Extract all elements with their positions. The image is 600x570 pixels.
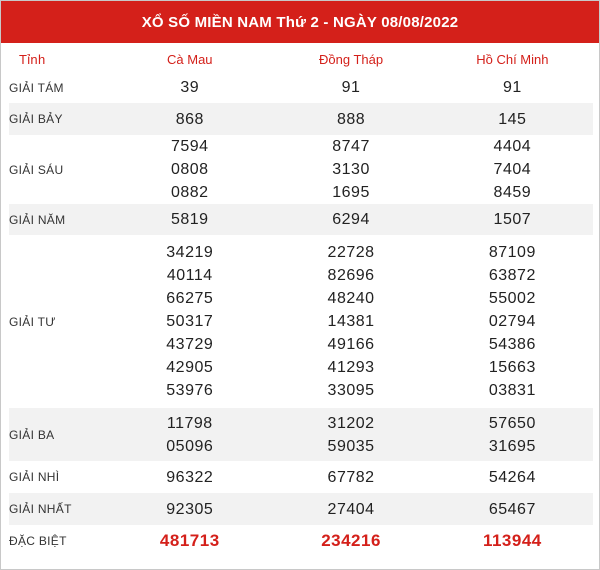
prize-number: 14381 bbox=[327, 313, 375, 330]
header-row bbox=[9, 46, 593, 72]
prize-cell bbox=[432, 525, 593, 556]
prize-number: 05096 bbox=[166, 437, 214, 455]
prize-number: 63872 bbox=[488, 267, 536, 284]
prize-cell bbox=[270, 461, 431, 493]
prize-number: 27404 bbox=[327, 500, 375, 518]
prize-row-special bbox=[9, 525, 593, 556]
prize-cell bbox=[270, 525, 431, 556]
prize-number: 49166 bbox=[327, 336, 375, 353]
prize-number: 22728 bbox=[327, 244, 375, 261]
prize-number: 1507 bbox=[493, 211, 532, 228]
prize-label: GIẢI NĂM bbox=[9, 204, 109, 235]
prize-number: 82696 bbox=[327, 267, 375, 284]
prize-row bbox=[9, 235, 593, 408]
prize-label: GIẢI TƯ bbox=[9, 314, 56, 329]
prize-row bbox=[9, 461, 593, 493]
prize-number: 91 bbox=[502, 79, 522, 96]
prize-number: 145 bbox=[498, 110, 527, 128]
prize-number: 7404 bbox=[493, 161, 532, 178]
province-name[interactable]: Hồ Chí Minh bbox=[476, 51, 549, 67]
prize-number: 4404 bbox=[493, 138, 532, 155]
prize-label: GIẢI BẢY bbox=[9, 103, 109, 135]
prize-number: 3130 bbox=[332, 161, 370, 178]
prize-cell bbox=[432, 493, 593, 525]
prize-cell bbox=[270, 204, 431, 235]
prize-row bbox=[9, 103, 593, 135]
prize-label: GIẢI SÁU bbox=[9, 162, 64, 177]
prize-cell bbox=[432, 103, 593, 135]
special-prize-number: 481713 bbox=[159, 531, 220, 550]
prize-label: GIẢI NHẤT bbox=[9, 493, 109, 525]
prize-cell bbox=[270, 103, 431, 135]
prize-cell bbox=[270, 235, 431, 408]
prize-number: 31202 bbox=[327, 414, 375, 432]
results-table bbox=[9, 46, 593, 556]
prize-number: 66275 bbox=[166, 290, 214, 307]
prize-number: 67782 bbox=[327, 468, 375, 486]
prize-number: 1695 bbox=[332, 184, 370, 201]
prize-number: 57650 bbox=[488, 414, 536, 432]
prize-number: 5819 bbox=[170, 211, 209, 228]
results-title: XỔ SỐ MIỀN NAM Thứ 2 - NGÀY 08/08/2022 bbox=[1, 1, 599, 43]
prize-number: 87109 bbox=[488, 244, 536, 261]
prize-number: 02794 bbox=[488, 313, 536, 330]
prize-cell bbox=[432, 408, 593, 461]
prize-row bbox=[9, 408, 593, 461]
prize-number: 11798 bbox=[166, 414, 213, 432]
special-prize-number: 234216 bbox=[321, 531, 381, 550]
prize-number: 65467 bbox=[488, 500, 536, 518]
prize-number: 50317 bbox=[166, 313, 214, 330]
prize-cell bbox=[432, 204, 593, 235]
prize-number: 8459 bbox=[493, 184, 532, 201]
special-prize-number: 113944 bbox=[482, 531, 542, 550]
province-column-header: Tỉnh bbox=[19, 51, 46, 67]
prize-number: 59035 bbox=[327, 437, 375, 455]
prize-row bbox=[9, 72, 593, 103]
prize-number: 33095 bbox=[327, 382, 375, 399]
prize-cell bbox=[270, 72, 431, 103]
prize-label: GIẢI TÁM bbox=[9, 80, 64, 95]
prize-cell bbox=[109, 408, 270, 461]
prize-row bbox=[9, 493, 593, 525]
prize-label: GIẢI NHÌ bbox=[9, 470, 60, 484]
prize-number: 40114 bbox=[166, 267, 213, 284]
prize-number: 55002 bbox=[488, 290, 536, 307]
prize-number: 96322 bbox=[166, 468, 214, 486]
prize-number: 39 bbox=[180, 79, 200, 96]
prize-number: 41293 bbox=[327, 359, 375, 376]
prize-number: 0808 bbox=[170, 161, 209, 178]
prize-row bbox=[9, 135, 593, 204]
prize-number: 6294 bbox=[332, 211, 370, 228]
prize-cell bbox=[270, 493, 431, 525]
prize-cell bbox=[109, 493, 270, 525]
prize-number: 8747 bbox=[332, 138, 370, 155]
prize-number: 7594 bbox=[170, 138, 209, 155]
prize-number: 03831 bbox=[488, 382, 536, 399]
prize-cell bbox=[432, 72, 593, 103]
province-name[interactable]: Cà Mau bbox=[167, 51, 213, 67]
prize-number: 54386 bbox=[488, 336, 536, 353]
prize-row bbox=[9, 204, 593, 235]
prize-number: 92305 bbox=[166, 500, 214, 518]
province-name[interactable]: Đồng Tháp bbox=[319, 51, 384, 67]
prize-cell bbox=[270, 135, 431, 204]
prize-number: 15663 bbox=[488, 359, 536, 376]
prize-cell bbox=[109, 461, 270, 493]
prize-number: 31695 bbox=[488, 437, 536, 455]
prize-number: 43729 bbox=[166, 336, 214, 353]
prize-number: 868 bbox=[175, 110, 204, 128]
prize-label: GIẢI BA bbox=[9, 408, 109, 461]
prize-number: 91 bbox=[341, 79, 361, 96]
prize-cell bbox=[109, 135, 270, 204]
prize-number: 34219 bbox=[166, 244, 214, 261]
prize-cell bbox=[109, 525, 270, 556]
prize-number: 0882 bbox=[170, 184, 209, 201]
prize-cell bbox=[270, 408, 431, 461]
prize-number: 42905 bbox=[166, 359, 214, 376]
prize-cell bbox=[109, 72, 270, 103]
prize-cell bbox=[109, 235, 270, 408]
prize-cell bbox=[432, 461, 593, 493]
prize-number: 888 bbox=[336, 110, 366, 128]
prize-number: 48240 bbox=[327, 290, 375, 307]
prize-cell bbox=[432, 135, 593, 204]
prize-label: ĐẶC BIỆT bbox=[9, 533, 67, 548]
prize-number: 54264 bbox=[488, 468, 536, 486]
prize-cell bbox=[109, 204, 270, 235]
prize-number: 53976 bbox=[166, 382, 214, 399]
prize-cell bbox=[109, 103, 270, 135]
prize-cell bbox=[432, 235, 593, 408]
